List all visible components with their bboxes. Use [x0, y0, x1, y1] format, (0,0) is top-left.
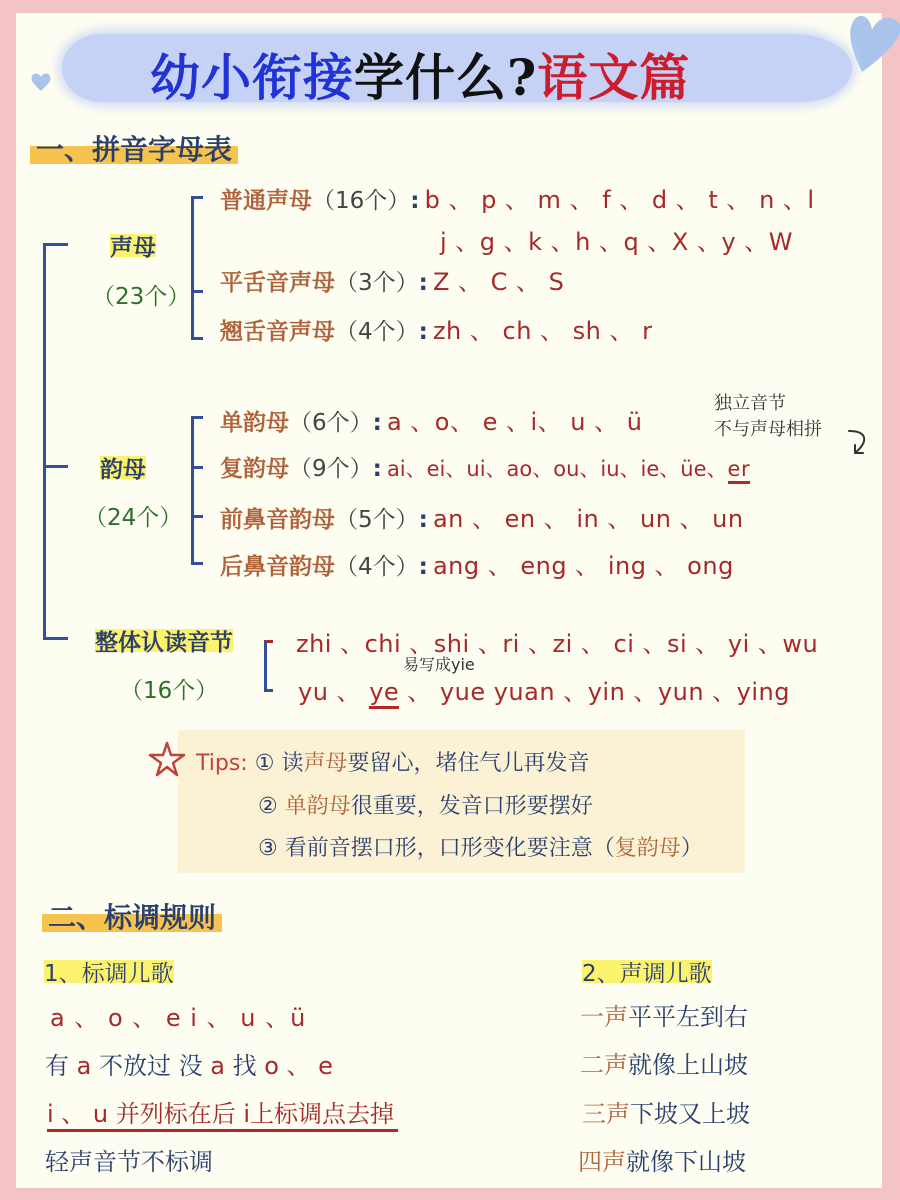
- yunmu-bracket: [191, 416, 203, 565]
- row-count: （6个）: [289, 410, 373, 436]
- yunmu-row-4: [220, 546, 734, 581]
- shengmu-bracket: [191, 196, 203, 340]
- section2-heading: 二、标调规则: [42, 896, 222, 936]
- row-name: 单韵母: [220, 410, 289, 436]
- row-count: （4个）: [335, 554, 419, 580]
- row-name: 翘舌音声母: [220, 319, 335, 345]
- song2-line-4: [578, 1142, 746, 1177]
- shengmu-count: （23个）: [92, 284, 191, 310]
- yunmu-tick: [191, 515, 203, 518]
- zhengti-line-2: [298, 672, 790, 707]
- rule-text: 找: [224, 1052, 265, 1080]
- tone-text: 下坡又上坡: [630, 1100, 750, 1128]
- row-letters: an 、 en 、 in 、 un 、 un: [432, 505, 744, 533]
- song2-line-3: [582, 1094, 750, 1129]
- tip-text: 读: [281, 751, 304, 776]
- rule-letter: a: [76, 1052, 92, 1080]
- tree-tick: [43, 465, 68, 468]
- title-part-blue: 幼小衔接: [150, 48, 354, 107]
- tip-text: 很重要，发音口形要摆好: [350, 794, 593, 819]
- row-colon: :: [372, 410, 382, 436]
- row-count: （4个）: [335, 319, 419, 345]
- tone-label: 四声: [578, 1148, 626, 1176]
- star-icon: [148, 740, 186, 778]
- row-count: （9个）: [289, 456, 373, 482]
- tone-text: 就像下山坡: [626, 1148, 746, 1176]
- row-colon: :: [410, 188, 420, 214]
- tip-text: 看前音摆口形，口形变化要注意（: [284, 836, 615, 861]
- row-letters: ang 、 eng 、 ing 、 ong: [432, 552, 734, 580]
- song1-title: 1、标调儿歌: [44, 955, 174, 988]
- tone-label: 二声: [580, 1051, 628, 1079]
- note-line: 不与声母相拼: [714, 419, 822, 440]
- row-colon: :: [418, 507, 428, 533]
- row-letters: b 、 p 、 m 、 f 、 d 、 t 、 n 、l: [424, 186, 815, 214]
- row-letters: ai、ei、ui、ao、ou、iu、ie、üe、: [386, 457, 728, 481]
- tip-num: ①: [254, 751, 275, 776]
- tip-text: 要留心，堵住气儿再发音: [347, 751, 590, 776]
- er-underlined: er: [728, 457, 751, 484]
- shengmu-label: 声母: [110, 229, 156, 262]
- title-part-red: 语文篇: [537, 48, 691, 107]
- yunmu-row-3: [220, 499, 744, 534]
- tone-label: 三声: [582, 1100, 630, 1128]
- tip-highlight: 复韵母: [614, 836, 681, 861]
- row-letters: zh 、 ch 、 sh 、 r: [432, 317, 653, 345]
- tip-num: ②: [258, 794, 278, 819]
- row-name: 后鼻音韵母: [220, 554, 335, 580]
- title-part-black: 学什么?: [354, 48, 538, 107]
- row-count: （3个）: [335, 270, 419, 296]
- zhengti-label: 整体认读音节: [95, 624, 233, 657]
- shengmu-row-1: [220, 180, 815, 215]
- rule-text: 有: [45, 1052, 77, 1080]
- tip-1: [196, 746, 590, 777]
- tone-label: 一声: [580, 1003, 628, 1031]
- rule-letter: a: [210, 1052, 225, 1080]
- yunmu-row-2: [220, 450, 750, 483]
- row-count: （5个）: [335, 507, 419, 533]
- row-letters: Z 、 C 、 S: [432, 268, 565, 296]
- ye-note: 易写成yie: [403, 655, 475, 674]
- shengmu-row-2: [220, 262, 564, 297]
- row-colon: :: [418, 270, 428, 296]
- row-name: 复韵母: [220, 456, 289, 482]
- song2-line-1: [580, 997, 748, 1032]
- row-colon: :: [418, 319, 428, 345]
- tip-highlight: 单韵母: [284, 794, 351, 819]
- song1-line-4: 轻声音节不标调: [45, 1148, 213, 1176]
- page-title: [150, 38, 690, 110]
- yunmu-tick: [191, 466, 203, 469]
- tip-text: ）: [680, 836, 703, 861]
- row-letters: a 、o、 e 、i、 u 、 ü: [386, 408, 643, 436]
- syllables: 、 yue yuan 、yin 、yun 、ying: [407, 678, 790, 706]
- song1-line-2: [45, 1046, 333, 1081]
- yunmu-label: 韵母: [100, 451, 146, 484]
- row-colon: :: [372, 456, 382, 482]
- ye-underlined: ye: [369, 678, 399, 709]
- tip-3: [258, 831, 703, 862]
- row-colon: :: [418, 554, 428, 580]
- tip-highlight: 声母: [303, 751, 348, 776]
- tone-text: 平平左到右: [628, 1003, 748, 1031]
- section1-heading: 一、拼音字母表: [30, 128, 238, 168]
- row-name: 前鼻音韵母: [220, 507, 335, 533]
- song1-line-3: i 、 u 并列标在后 i上标调点去掉: [47, 1094, 398, 1132]
- shengmu-row-3: [220, 311, 653, 346]
- yunmu-row-1: [220, 402, 642, 437]
- row-name: 普通声母: [220, 188, 312, 214]
- zhengti-count: （16个）: [120, 678, 219, 704]
- tip-2: [258, 789, 593, 820]
- heart-icon: [848, 12, 900, 74]
- song1-line-1: a 、 o 、 e i 、 u 、ü: [50, 1004, 307, 1032]
- rule-letter: o 、 e: [264, 1052, 333, 1080]
- curved-arrow-icon: [845, 427, 875, 459]
- shengmu-tick: [191, 290, 203, 293]
- tree-bracket: [43, 243, 68, 640]
- song2-line-2: [580, 1045, 748, 1080]
- zhengti-line-1: zhi 、chi 、shi 、ri 、zi 、 ci 、si 、 yi 、wu: [296, 630, 819, 658]
- row-count: （16个）: [312, 188, 411, 214]
- rule-text: 不放过 没: [91, 1052, 211, 1080]
- yunmu-count: （24个）: [84, 505, 183, 531]
- shengmu-row-1-line2: j 、g 、k 、h 、q 、X 、y 、W: [440, 228, 794, 256]
- tips-label: Tips:: [196, 751, 248, 776]
- heart-icon: [30, 72, 52, 92]
- tone-text: 就像上山坡: [628, 1051, 748, 1079]
- er-note: [714, 391, 822, 443]
- tip-num: ③: [258, 836, 278, 861]
- row-name: 平舌音声母: [220, 270, 335, 296]
- syllables: yu 、: [298, 678, 362, 706]
- note-line: 独立音节: [714, 393, 786, 414]
- zhengti-bracket: [264, 640, 273, 692]
- song2-title: 2、声调儿歌: [582, 955, 712, 988]
